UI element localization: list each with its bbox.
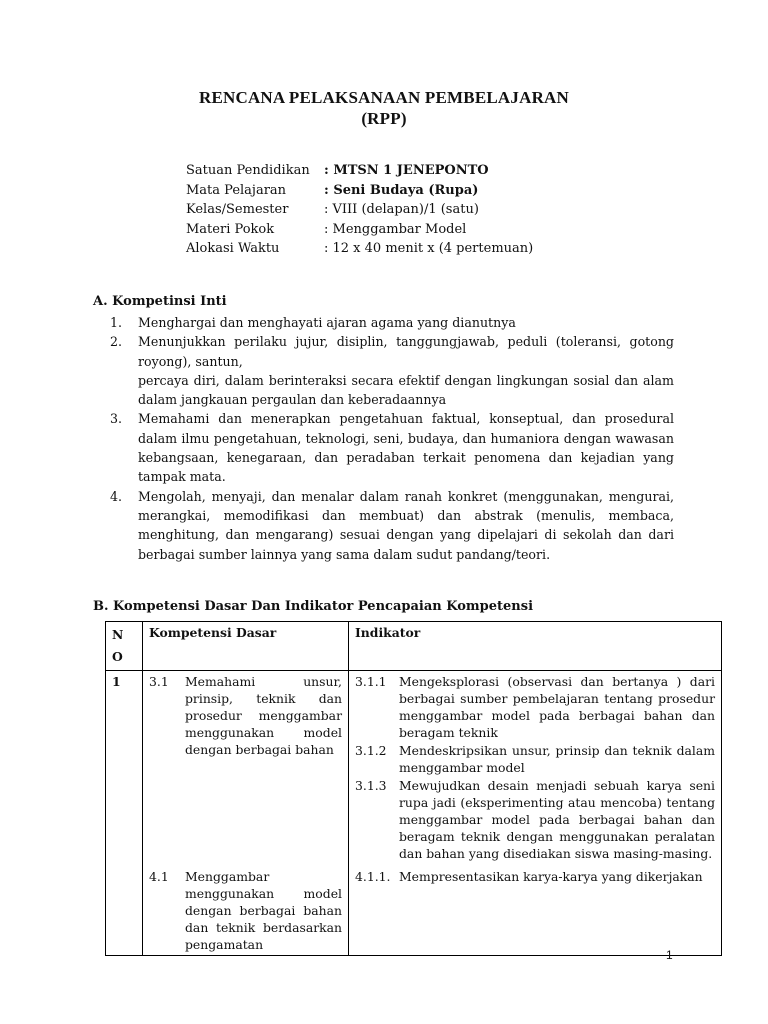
document-subtitle: (RPP) — [361, 109, 407, 128]
indicator-group — [355, 673, 715, 868]
list-item — [110, 487, 674, 564]
kd-text: Menggambar menggunakan model dengan berbagai bahan dan teknik berdasarkan pengamatan — [185, 869, 342, 952]
row-number: 1 — [106, 671, 143, 956]
list-text: Menunjukkan perilaku jujur, disiplin, tanggungjawab, peduli (toleransi, gotong royong), santun, — [138, 334, 674, 369]
indicator-text: Mendeskripsikan unsur, prinsip dan teknik dalam menggambar model — [399, 743, 715, 775]
identity-row — [186, 241, 533, 261]
list-item — [110, 313, 674, 332]
list-item — [110, 409, 674, 486]
indicator-number: 3.1.2 — [355, 743, 387, 758]
column-header-kd: Kompetensi Dasar — [143, 622, 349, 671]
section-b-heading: B. Kompetensi Dasar Dan Indikator Pencapaian Kompetensi — [93, 599, 534, 614]
indicator-cell — [349, 671, 722, 956]
column-header-indikator: Indikator — [349, 622, 722, 671]
kd-number: 3.1 — [149, 674, 169, 689]
identity-label: Alokasi Waktu — [186, 241, 280, 256]
table-row — [106, 671, 722, 956]
table-header-row — [106, 622, 722, 671]
identity-row — [186, 222, 533, 242]
identity-value: : VIII (delapan)/1 (satu) — [324, 202, 479, 217]
indicator-number: 3.1.3 — [355, 778, 387, 793]
list-number: 2. — [110, 334, 123, 350]
identity-label: Materi Pokok — [186, 221, 275, 237]
indicator-text: Mengeksplorasi (observasi dan bertanya ) dari berbagai sumber pembelajaran tentang prosedur menggambar model pada berbagai bahan dan beragam teknik — [399, 674, 715, 740]
list-number: 4. — [110, 488, 123, 504]
kd-text: Memahami unsur, prinsip, teknik dan prosedur menggambar menggunakan model dengan berbagai bahan — [185, 674, 342, 757]
indicator-text: Mempresentasikan karya-karya yang dikerjakan — [399, 869, 703, 884]
list-item — [110, 332, 674, 409]
document-title: RENCANA PELAKSANAAN PEMBELAJARAN — [198, 88, 570, 107]
identity-row — [186, 183, 533, 203]
competency-table — [105, 621, 722, 956]
header-text: N O — [112, 627, 124, 664]
list-text: Mengolah, menyaji, dan menalar dalam ranah konkret (menggunakan, mengurai, merangkai, memodifikasi dan membuat) dan abstrak (menulis, membaca, menghitung, dan mengarang) sesuai dengan yang dipelajari di sekolah dan dari berbagai sumber lainnya yang sama dalam sudut pandang/teori. — [138, 488, 674, 562]
identity-label: Mata Pelajaran — [186, 182, 287, 198]
list-text-continued: percaya diri, dalam berinteraksi secara efektif dengan lingkungan sosial dan alam dalam jangkauan pergaulan dan keberadaannya — [138, 372, 674, 408]
column-header-no — [106, 622, 143, 671]
indicator-number: 4.1.1. — [355, 869, 391, 884]
identity-row — [186, 202, 533, 222]
section-a-heading: A. Kompetinsi Inti — [93, 294, 227, 309]
indicator-text: Mewujudkan desain menjadi sebuah karya seni rupa jadi (eksperimenting atau mencoba) tentang menggambar model pada berbagai bahan dan beragam teknik dengan menggunakan peralatan dan bahan yang disediakan siswa masing-masing. — [399, 778, 715, 861]
identity-value: : Menggambar Model — [324, 221, 467, 237]
identity-value: : Seni Budaya (Rupa) — [324, 182, 479, 198]
indicator-item — [355, 673, 715, 741]
identity-label: Satuan Pendidikan — [186, 163, 310, 178]
indicator-item — [355, 742, 715, 776]
list-number: 3. — [110, 411, 123, 427]
indicator-item — [355, 777, 715, 862]
kd-cell — [143, 671, 349, 956]
kompetensi-inti-list — [110, 313, 674, 564]
identity-value: : 12 x 40 menit x (4 pertemuan) — [324, 241, 534, 256]
list-text-wrapper — [138, 332, 674, 409]
kd-item — [149, 673, 342, 868]
list-number: 1. — [110, 315, 123, 330]
identity-row — [186, 163, 533, 183]
indicator-item — [355, 868, 715, 885]
indicator-number: 3.1.1 — [355, 674, 387, 689]
kd-item — [149, 868, 342, 953]
kd-number: 4.1 — [149, 869, 169, 884]
identity-value: : MTSN 1 JENEPONTO — [324, 163, 489, 178]
list-text: Memahami dan menerapkan pengetahuan faktual, konseptual, dan prosedural dalam ilmu pengetahuan, teknologi, seni, budaya, dan humaniora dengan wawasan kebangsaan, kenegaraan, dan peradaban terkait penomena dan kejadian yang tampak mata. — [138, 411, 674, 485]
identity-label: Kelas/Semester — [186, 202, 289, 217]
page-number: 1 — [666, 948, 673, 962]
list-text: Menghargai dan menghayati ajaran agama yang dianutnya — [138, 315, 516, 330]
identity-block — [186, 163, 533, 261]
